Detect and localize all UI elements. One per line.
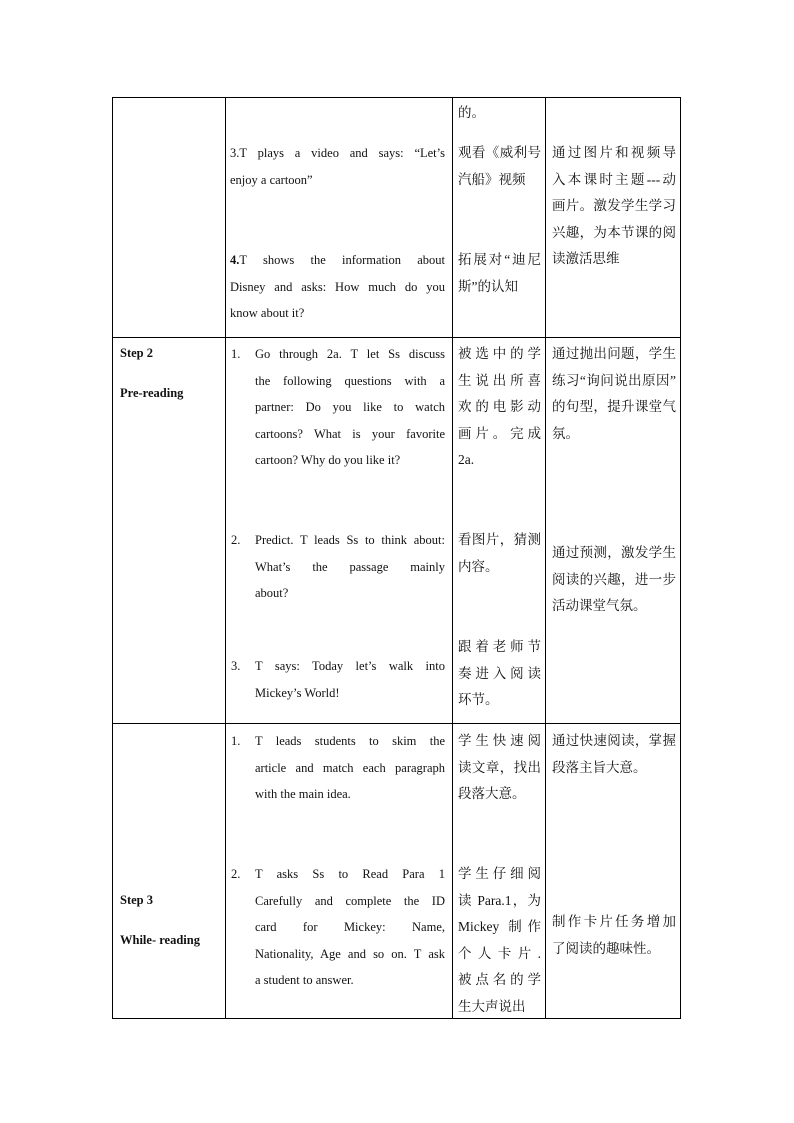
text-line: 画片。完成 xyxy=(458,425,541,441)
teacher-activity xyxy=(255,861,445,994)
text-line: 画片。激发学生学习 xyxy=(552,198,676,213)
text-line: 段落大意。 xyxy=(458,786,526,801)
text-line: 段落主旨大意。 xyxy=(552,759,647,775)
text-line: 拓展对“迪尼 xyxy=(458,252,541,267)
text-line: 通过快速阅读，掌握 xyxy=(552,733,676,748)
text-line: What’s the passage mainly xyxy=(255,559,445,574)
table-border xyxy=(112,97,681,98)
text-line: Nationality, Age and so on. T ask xyxy=(255,946,445,961)
column-divider xyxy=(452,97,453,1019)
text-line: 2a. xyxy=(458,452,475,467)
text-line: about? xyxy=(255,586,289,600)
teacher-activity xyxy=(255,653,445,706)
design-purpose xyxy=(552,728,676,781)
text-line: Mickey’s World! xyxy=(255,685,340,700)
text-line: 学生仔细阅 xyxy=(458,866,541,881)
text-line: Mickey 制作 xyxy=(458,919,541,934)
text-line: Go through 2a. T let Ss discuss xyxy=(255,347,445,361)
text-line: enjoy a cartoon” xyxy=(230,172,313,187)
teacher-activity xyxy=(230,247,445,327)
phase-label: While- reading xyxy=(120,933,200,947)
step-label: Step 3 xyxy=(120,893,153,907)
text-line: 跟着老师节 xyxy=(458,639,541,654)
text-line: article and match each paragraph xyxy=(255,760,445,775)
text-line: 4.T shows the information about xyxy=(230,253,445,267)
item-number: 3. xyxy=(231,659,241,673)
text-line: 个人卡片. xyxy=(458,945,541,961)
text-line: 氛。 xyxy=(552,425,579,441)
text-line: partner: Do you like to watch xyxy=(255,400,445,414)
text-line: 练习“询问说出原因” xyxy=(552,372,676,388)
text-line: 读激活思维 xyxy=(552,251,620,266)
text-line: the following questions with a xyxy=(255,373,445,388)
text-line: T says: Today let’s walk into xyxy=(255,659,445,673)
item-number: 2. xyxy=(231,867,241,881)
text-line: 生说出所喜 xyxy=(458,372,541,388)
item-number: 1. xyxy=(231,734,241,748)
text-line: 通过预测，激发学生 xyxy=(552,545,676,560)
text-line: Disney and asks: How much do you xyxy=(230,279,445,294)
column-divider xyxy=(545,97,546,1019)
text-line: 被点名的学 xyxy=(458,972,541,987)
text-line: a student to answer. xyxy=(255,973,354,987)
text-line: with the main idea. xyxy=(255,787,351,801)
teacher-activity xyxy=(255,341,445,474)
text-line: T leads students to skim the xyxy=(255,734,445,748)
text-line: 欢的电影动 xyxy=(458,399,541,414)
text-line: know about it? xyxy=(230,306,305,320)
text-line: cartoon? Why do you like it? xyxy=(255,453,401,467)
text-line: 的句型，提升课堂气 xyxy=(552,399,676,414)
text-line: 生大声说出 xyxy=(458,998,526,1014)
phase-label: Pre-reading xyxy=(120,386,184,400)
text-line: 观看《威利号 xyxy=(458,145,541,160)
table-border xyxy=(680,97,681,1019)
teacher-activity xyxy=(255,728,445,808)
item-number: 1. xyxy=(231,347,241,361)
text-line: 读 Para.1，为 xyxy=(458,892,541,908)
text-line: 学生快速阅 xyxy=(458,733,541,748)
text-line: 制作卡片任务增加 xyxy=(552,914,676,929)
text-line: 兴趣，为本节课的阅 xyxy=(552,224,676,240)
student-activity xyxy=(458,527,541,580)
text-line: 环节。 xyxy=(458,692,499,707)
teacher-activity xyxy=(230,140,445,193)
student-activity xyxy=(458,247,541,300)
design-purpose xyxy=(552,540,676,620)
teacher-activity xyxy=(255,527,445,607)
text-line: 被选中的学 xyxy=(458,346,541,361)
student-activity xyxy=(458,100,541,127)
row-divider xyxy=(112,723,681,724)
student-activity xyxy=(458,140,541,193)
text-line: 内容。 xyxy=(458,558,499,574)
design-purpose xyxy=(552,341,676,447)
text-line: 斯”的认知 xyxy=(458,278,518,294)
text-line: 汽船》视频 xyxy=(458,171,526,187)
text-line: Carefully and complete the ID xyxy=(255,893,445,908)
table-border xyxy=(112,97,113,1019)
text-line: 3.T plays a video and says: “Let’s xyxy=(230,146,445,160)
student-activity xyxy=(458,728,541,808)
text-line: Predict. T leads Ss to think about: xyxy=(255,533,445,547)
student-activity xyxy=(458,341,541,474)
row-divider xyxy=(112,337,681,338)
design-purpose xyxy=(552,140,676,273)
text-line: 通过图片和视频导 xyxy=(552,145,676,160)
text-line: 读文章，找出 xyxy=(458,759,541,775)
item-number: 4. xyxy=(230,253,240,267)
design-purpose xyxy=(552,909,676,962)
text-line: 看图片，猜测 xyxy=(458,532,541,547)
column-divider xyxy=(225,97,226,1019)
text-line: 奏进入阅读 xyxy=(458,665,541,681)
item-number: 2. xyxy=(231,533,241,547)
text-line: 了阅读的趣味性。 xyxy=(552,940,660,956)
student-activity xyxy=(458,634,541,714)
text-line: 通过抛出问题，学生 xyxy=(552,346,676,361)
text-line: 阅读的兴趣，进一步 xyxy=(552,571,676,587)
text-line: 的。 xyxy=(458,105,485,120)
text-line: 活动课堂气氛。 xyxy=(552,598,647,613)
table-border xyxy=(112,1018,681,1019)
text-line: cartoons? What is your favorite xyxy=(255,426,445,441)
student-activity xyxy=(458,861,541,1020)
text-line: card for Mickey: Name, xyxy=(255,920,445,934)
step-label: Step 2 xyxy=(120,346,153,360)
text-line: 入本课时主题---动 xyxy=(552,171,676,187)
text-line: T asks Ss to Read Para 1 xyxy=(255,867,445,881)
